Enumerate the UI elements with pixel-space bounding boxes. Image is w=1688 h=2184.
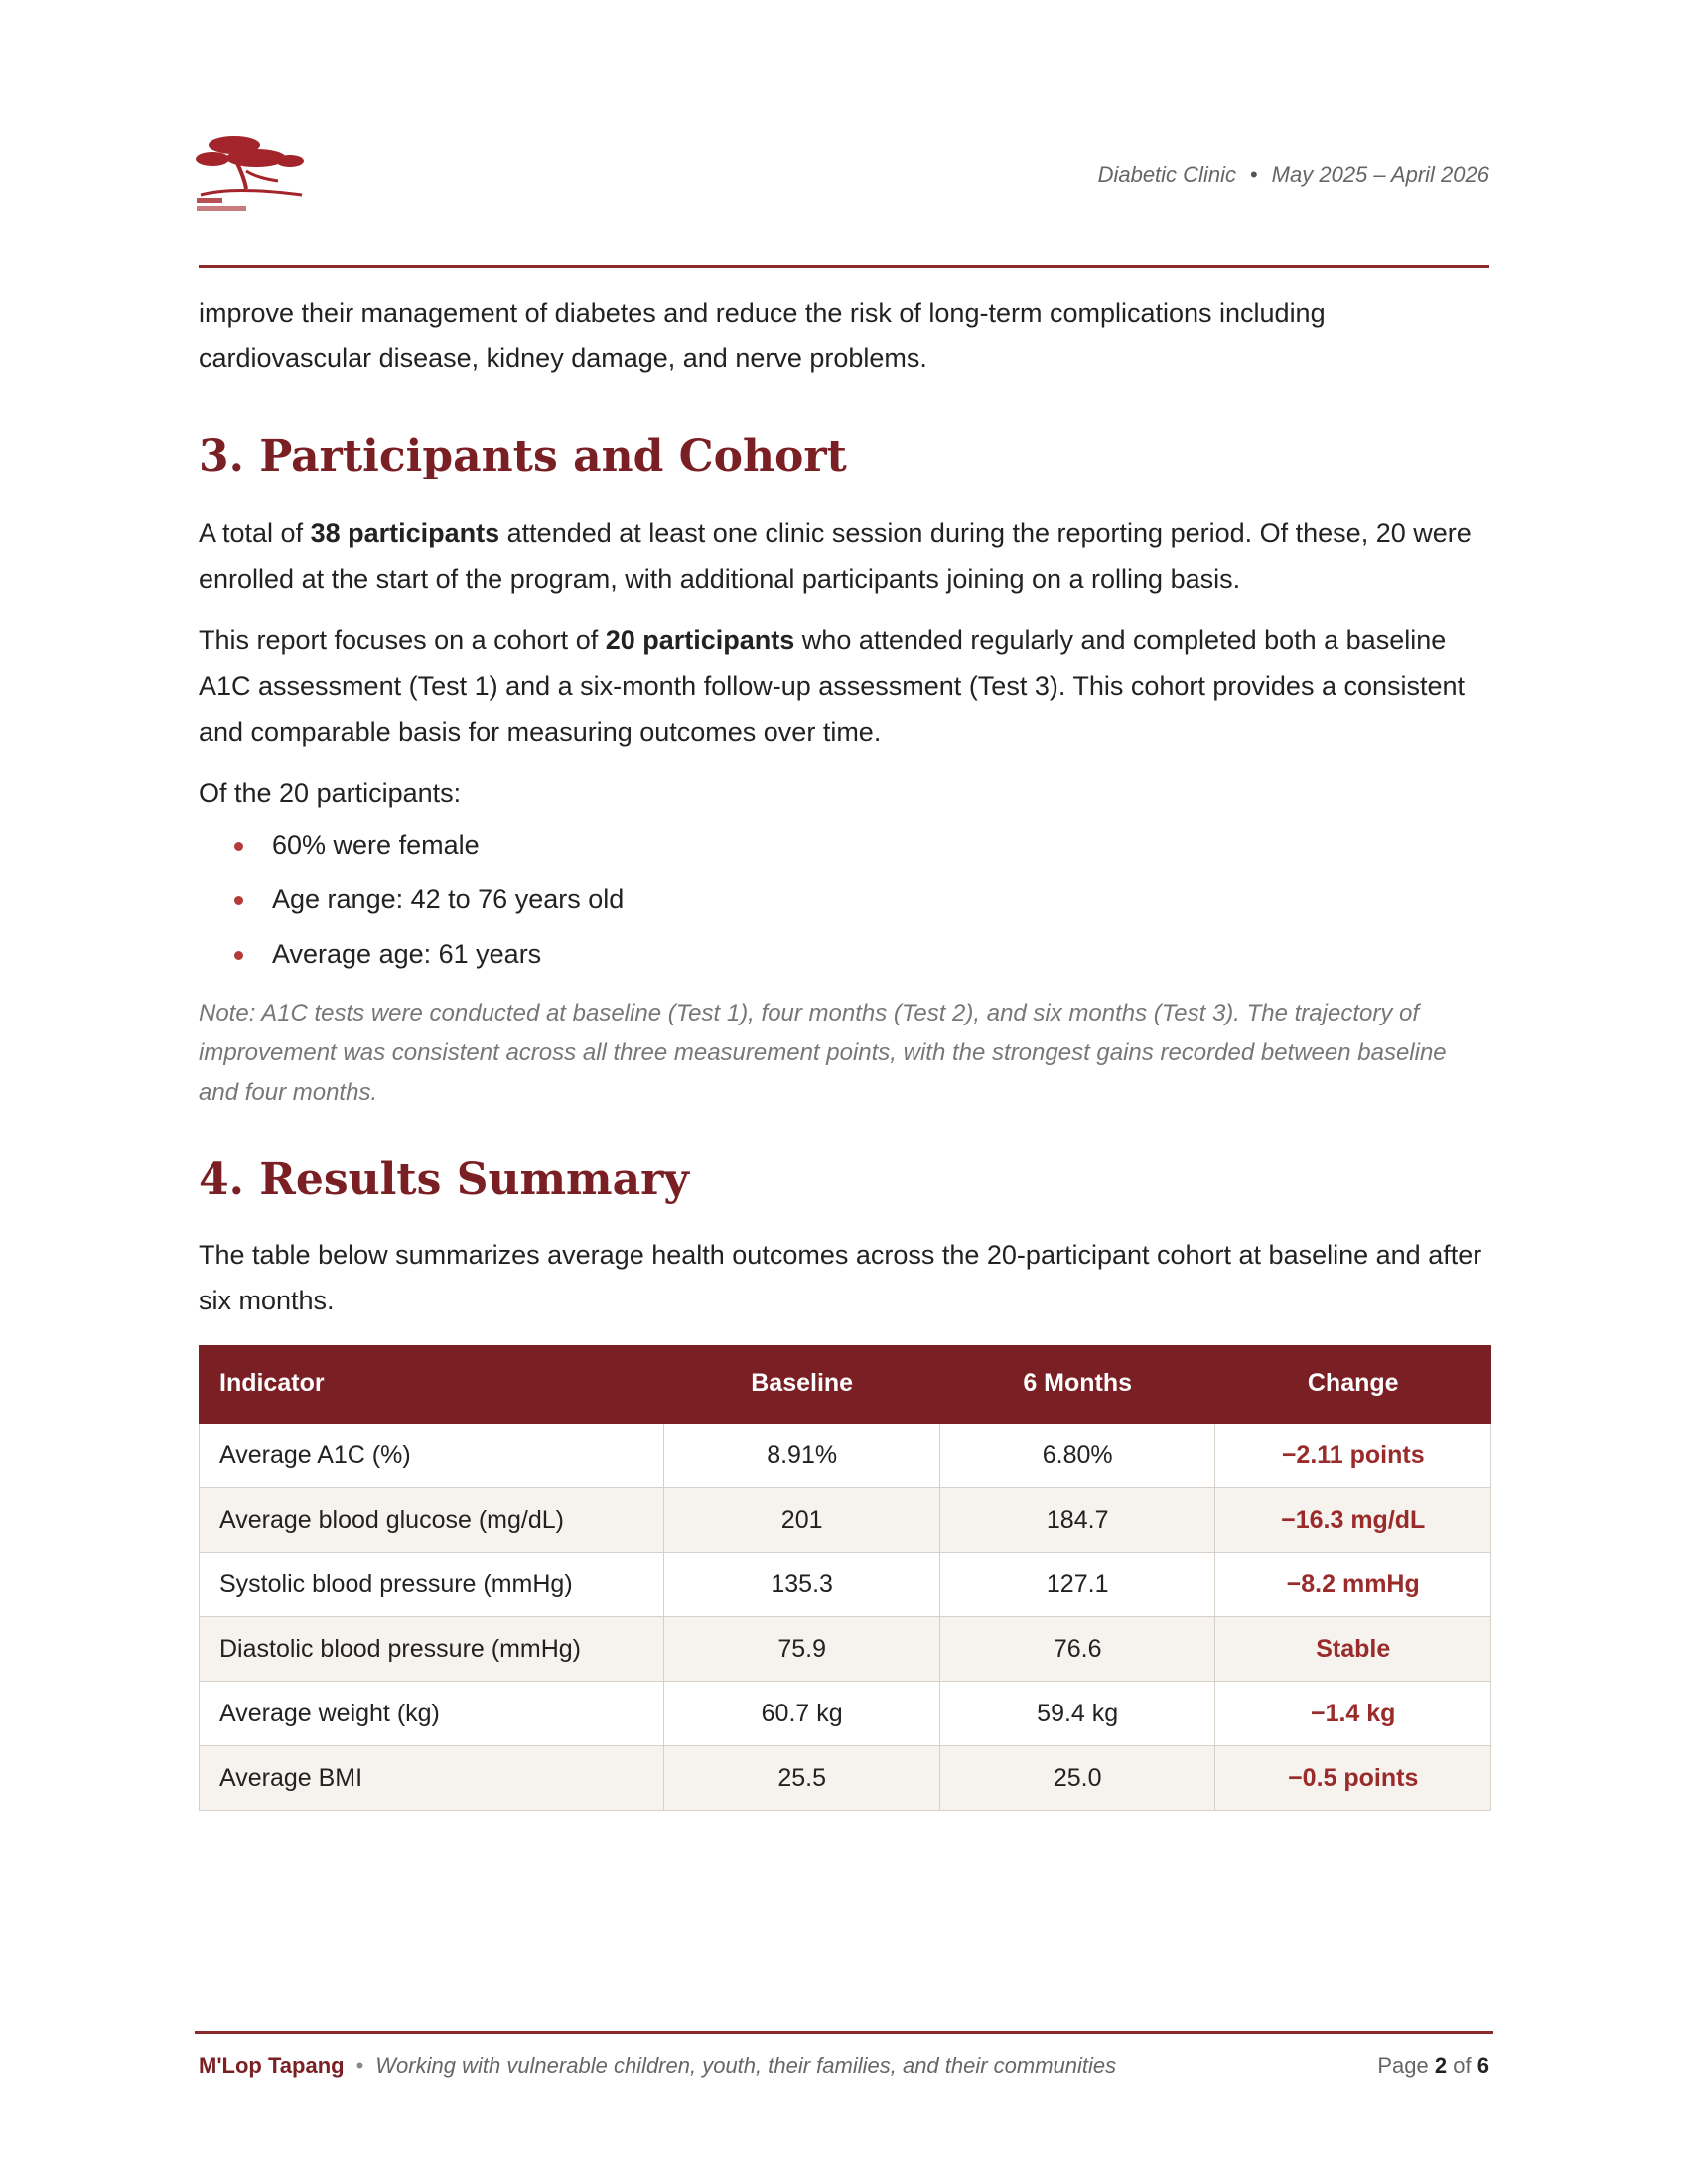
table-row (200, 1682, 1491, 1746)
results-paragraph: The table below summarizes average health outcomes across the 20-participant cohort at baseline and after six months. (199, 1240, 1482, 1315)
page-total: 6 (1477, 2053, 1489, 2078)
bullet-dot-icon (234, 896, 243, 905)
cell-indicator: Average weight (kg) (200, 1682, 664, 1746)
cell-change: −8.2 mmHg (1215, 1553, 1491, 1617)
organization-logo (195, 131, 306, 214)
footer-separator: • (355, 2053, 364, 2078)
cohort-intro-line: Of the 20 participants: (199, 778, 462, 808)
cell-baseline: 135.3 (664, 1553, 940, 1617)
cell-baseline: 201 (664, 1488, 940, 1553)
header-6-months: 6 Months (939, 1346, 1215, 1423)
page-footer (199, 2053, 1489, 2079)
table-row (200, 1746, 1491, 1811)
list-item (234, 818, 1489, 873)
list-item (234, 927, 1489, 982)
cell-baseline: 25.5 (664, 1746, 940, 1811)
cell-indicator: Average BMI (200, 1746, 664, 1811)
cell-baseline: 75.9 (664, 1617, 940, 1682)
page-of: of (1453, 2053, 1472, 2078)
main-content (199, 290, 1489, 1811)
list-item (234, 873, 1489, 927)
bold-cohort-size: 20 participants (605, 625, 795, 655)
bold-total-participants: 38 participants (310, 518, 500, 548)
header-divider (199, 265, 1489, 268)
cell-indicator: Average blood glucose (mg/dL) (200, 1488, 664, 1553)
header-meta (1098, 162, 1489, 188)
cell-change: −16.3 mg/dL (1215, 1488, 1491, 1553)
cell-indicator: Average A1C (%) (200, 1423, 664, 1488)
cell-6-months: 76.6 (939, 1617, 1215, 1682)
table-header-row (200, 1346, 1491, 1423)
text-run: attended at least one clinic session during the reporting period. Of these, 20 were enrolled at the start of the program, with additional participants joining on a rolling basis. (199, 518, 1472, 594)
table-row (200, 1488, 1491, 1553)
cell-indicator: Systolic blood pressure (mmHg) (200, 1553, 664, 1617)
table-row (200, 1423, 1491, 1488)
header-indicator: Indicator (200, 1346, 664, 1423)
cell-6-months: 6.80% (939, 1423, 1215, 1488)
cell-baseline: 60.7 kg (664, 1682, 940, 1746)
cell-change: −0.5 points (1215, 1746, 1491, 1811)
bullet-dot-icon (234, 951, 243, 960)
page-current: 2 (1434, 2053, 1448, 2078)
cell-6-months: 25.0 (939, 1746, 1215, 1811)
cell-6-months: 184.7 (939, 1488, 1215, 1553)
cell-6-months: 127.1 (939, 1553, 1215, 1617)
tree-logo-icon (195, 131, 306, 214)
header-separator: • (1249, 162, 1258, 187)
list-item-text: Age range: 42 to 76 years old (272, 885, 625, 914)
cell-baseline: 8.91% (664, 1423, 940, 1488)
section-3-heading: 3. Participants and Cohort (199, 431, 847, 481)
header-baseline: Baseline (664, 1346, 940, 1423)
table-row (200, 1617, 1491, 1682)
bullet-dot-icon (234, 842, 243, 851)
reporting-period: May 2025 – April 2026 (1271, 162, 1489, 187)
intro-paragraph: improve their management of diabetes and reduce the risk of long-term complications including cardiovascular disease, kidney damage, and nerve problems. (199, 298, 1326, 373)
a1c-testing-note: Note: A1C tests were conducted at baseline (Test 1), four months (Test 2), and six months (Test 3). The trajectory of improvement was consistent across all three measurement points, with the strongest gains recorded between baseline and four months. (199, 1000, 1447, 1106)
text-run: This report focuses on a cohort of (199, 625, 606, 655)
footer-divider (195, 2031, 1493, 2034)
text-run: A total of (199, 518, 311, 548)
list-item-text: Average age: 61 years (272, 939, 542, 969)
table-row (200, 1553, 1491, 1617)
clinic-name: Diabetic Clinic (1097, 162, 1236, 187)
results-table (199, 1345, 1491, 1811)
cohort-paragraph (199, 617, 1489, 754)
footer-org-name: M'Lop Tapang (199, 2053, 345, 2078)
text-run: who attended regularly and completed both a baseline A1C assessment (Test 1) and a six-month follow-up assessment (Test 3). This cohort provides a consistent and comparable basis for measuring outcomes over time. (199, 625, 1466, 747)
cell-change: −2.11 points (1215, 1423, 1491, 1488)
cell-6-months: 59.4 kg (939, 1682, 1215, 1746)
page-label: Page (1377, 2053, 1429, 2078)
participants-paragraph (199, 510, 1489, 602)
list-item-text: 60% were female (272, 830, 480, 860)
page-number (1377, 2053, 1489, 2079)
cohort-demographics-list (199, 818, 1489, 982)
cell-indicator: Diastolic blood pressure (mmHg) (200, 1617, 664, 1682)
cell-change: Stable (1215, 1617, 1491, 1682)
header-change: Change (1215, 1346, 1491, 1423)
cell-change: −1.4 kg (1215, 1682, 1491, 1746)
section-4-heading: 4. Results Summary (199, 1155, 689, 1205)
footer-tagline: Working with vulnerable children, youth, their families, and their communities (375, 2053, 1117, 2078)
